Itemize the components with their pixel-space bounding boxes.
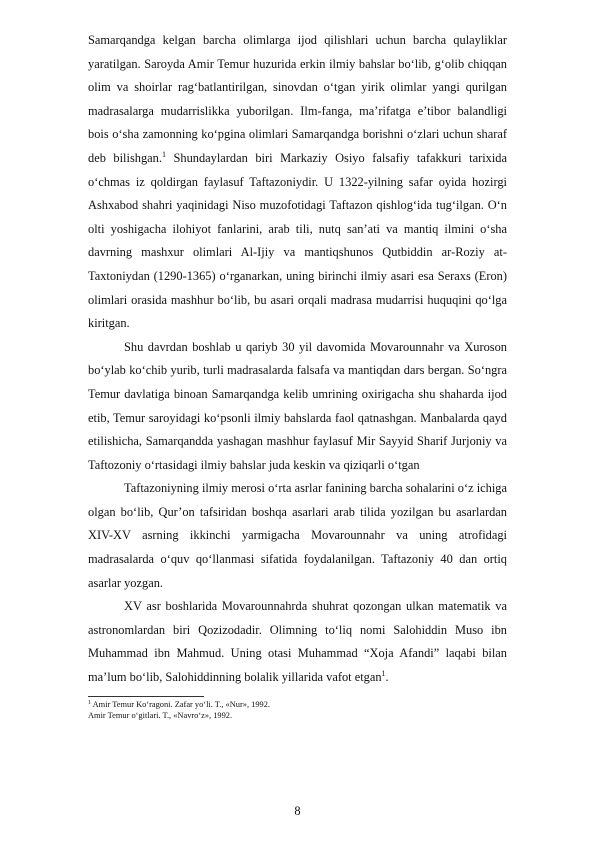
- footnote-ref-1[interactable]: 1: [161, 149, 166, 159]
- paragraph-4-text: XV asr boshlarida Movarounnahrda shuhrat qozongan ulkan matematik va astronomlardan biri Qozizodadir. Olimning to‘liq nomi Salohiddin Muso ibn Muhammad ibn Mahmud. Uning otasi Muhammad “Xoja Afandi” laqabi bilan ma’lum bo‘lib, Salohiddinning bolalik yillarida vafot etgan: [88, 599, 507, 685]
- page-number: 8: [294, 804, 301, 818]
- paragraph-2: [88, 336, 507, 478]
- paragraph-4: [88, 595, 507, 689]
- paragraph-1-text: Samarqandga kelgan barcha olimlarga ijod qilishlari uchun barcha qulayliklar yaratilgan. Saroyda Amir Temur huzurida erkin ilmiy bahslar bo‘lib, g‘olib chiqqan olim va shoirlar rag‘batlantirilgan, sinovdan o‘tgan yirik olimlar yangi qurilgan madrasalarga mudarrislikka yuborilgan. Ilm-fanga, ma’rifatga e’tibor balandligi bois o‘sha zamonning ko‘pgina olimlari Samarqandga borishni o‘zlari uchun sharaf deb bilishgan.: [88, 33, 507, 165]
- footnote-ref-1b[interactable]: 1: [381, 669, 386, 679]
- paragraph-3-text: Taftazoniyning ilmiy merosi o‘rta asrlar fanining barcha sohalarini o‘z ichiga olgan bo‘lib, Qur’on tafsiridan boshqa asarlari arab tilida yozilgan bu asarlardan XIV-XV asrning ikkinchi yarmigacha Movarounnahr va uning atrofidagi madrasalarda o‘quv qo‘llanmasi sifatida foydalanilgan. Taftazoniy 40 dan ortiq asarlar yozgan.: [88, 481, 507, 590]
- footnote-2-text: Amir Temur o‘gitlari. T., «Navro‘z», 1992.: [88, 710, 233, 720]
- paragraph-3: [88, 477, 507, 595]
- footnote-2: [88, 710, 507, 721]
- footnote-divider: [88, 696, 204, 697]
- paragraph-2-text: Shu davrdan boshlab u qariyb 30 yil davomida Movarounnahr va Xuroson bo‘ylab ko‘chib yurib, turli madrasalarda falsafa va mantiqdan dars bergan. So‘ngra Temur davlatiga binoan Samarqandga kelib umrining oxirigacha shu shaharda ijod etib, Temur saroyidagi ko‘psonli ilmiy bahslarda faol qatnashgan. Manbalarda qayd etilishicha, Samarqandda yashagan mashhur faylasuf Mir Sayyid Sharif Jurjoniy va Taftozoniy o‘rtasidagi ilmiy bahslar juda keskin va qiziqarli o‘tgan: [88, 339, 507, 472]
- paragraph-1: [88, 29, 507, 336]
- paragraph-1-text-cont: Shundaylardan biri Markaziy Osiyo falsafiy tafakkuri tarixida o‘chmas iz qoldirgan faylasuf Taftazoniydir. U 1322-yilning safar oyida hozirgi Ashxabod shahri yaqinidagi Niso muzofotidagi Taftazon qishlog‘ida tug‘ilgan. O‘n olti yoshigacha ilohiyot fanlarini, arab tili, nutq san’ati va mantiq ilmini o‘sha davrning mashxur olimlari Al-Ijiy va mantiqshunos Qutbiddin ar-Roziy at-Taxtoniydan (1290-1365) o‘rganarkan, uning birinchi ilmiy asari esa Seraxs (Eron) olimlari orasida mashhur bo‘lib, bu asari orqali madrasa mudarrisi huquqini qo‘lga kiritgan.: [88, 150, 507, 331]
- footnote-1: [88, 699, 507, 710]
- paragraph-4-text-cont: .: [385, 670, 389, 685]
- footnote-1-marker: 1: [88, 699, 91, 706]
- document-body: [88, 29, 507, 721]
- footnote-1-text: Amir Temur Ko‘ragoni. Zafar yo‘li. T., «Nur», 1992.: [91, 699, 270, 709]
